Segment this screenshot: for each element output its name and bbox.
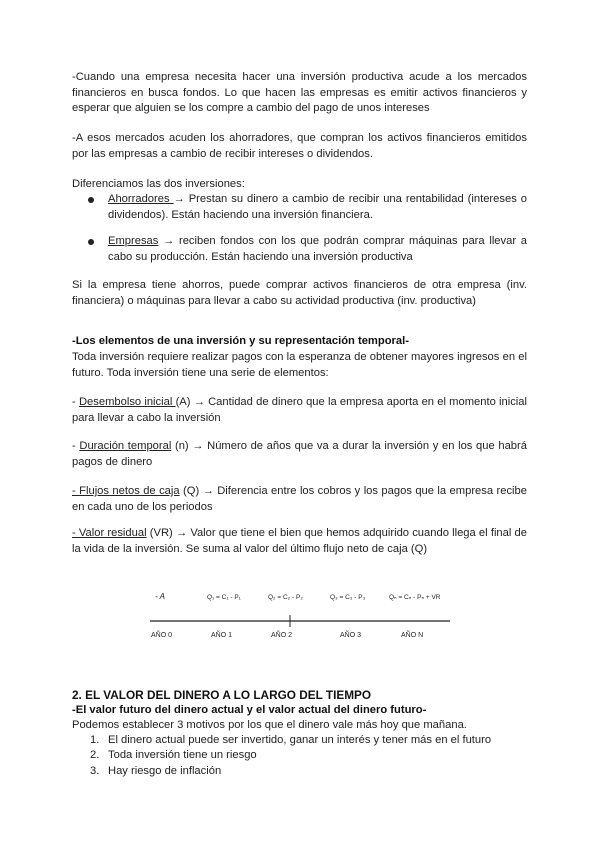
- timeline-diagram: [140, 585, 460, 645]
- element-desembolso-inicial: [72, 395, 527, 426]
- paragraph-ahorros: Si la empresa tiene ahorros, puede comprar activos financieros de otra empresa (inv. financiera) o máquinas para llevar a cabo su actividad productiva (inv. productiva): [72, 279, 527, 307]
- bullet-item-empresas: [108, 234, 527, 265]
- element-term: - Valor residual: [72, 527, 147, 539]
- intro-paragraph-1: -Cuando una empresa necesita hacer una inversión productiva acude a los mercados financieros en busca fondos. Lo que hacen las empresas es emitir activos financieros y esperar que alguien se los compre a cambio del pago de unos intereses: [72, 71, 527, 114]
- timeline-year-label: AÑO 0: [151, 632, 173, 639]
- section-heading-valor-dinero: 2. EL VALOR DEL DINERO A LO LARGO DEL TIEMPO: [72, 688, 372, 702]
- timeline-year-label: AÑO 2: [271, 632, 293, 639]
- section-heading-elementos: -Los elementos de una inversión y su representación temporal-: [72, 335, 409, 347]
- element-duracion-temporal: [72, 439, 527, 470]
- bullet-item-ahorradores: [108, 192, 527, 223]
- bullet-text: → Prestan su dinero a cambio de recibir una rentabilidad (intereses o dividendos). Están haciendo una inversión financiera.: [108, 193, 527, 221]
- list-item: Hay riesgo de inflación: [108, 765, 222, 777]
- timeline-year-label: AÑO N: [401, 632, 424, 639]
- bullet-dot: [88, 197, 94, 203]
- list-number: 1.: [90, 734, 100, 746]
- timeline-year-label: AÑO 1: [211, 632, 233, 639]
- intro-paragraph-3: Diferenciamos las dos inversiones:: [72, 178, 245, 190]
- element-text: (n) → Número de años que va a durar la inversión y en los que habrá pagos de dinero: [72, 440, 527, 468]
- section-subheading-valor: -El valor futuro del dinero actual y el valor actual del dinero futuro-: [72, 704, 427, 716]
- element-term: Duración temporal: [79, 440, 172, 452]
- list-item: El dinero actual puede ser invertido, ganar un interés y tener más en el futuro: [108, 734, 492, 746]
- section-intro-elementos: Toda inversión requiere realizar pagos con la esperanza de obtener mayores ingresos en el futuro. Toda inversión tiene una serie de elementos:: [72, 351, 527, 379]
- timeline-top-label: Q₂ = C₂ - P₂: [268, 594, 303, 601]
- element-valor-residual: [72, 526, 527, 557]
- timeline-top-label: - A: [155, 592, 165, 601]
- timeline-top-label: Q₃ = C₃ - P₃: [330, 594, 366, 601]
- bullet-dot: [88, 239, 94, 245]
- timeline-top-label: Q₁ = C₁ - P₁: [207, 594, 241, 601]
- element-term: - Flujos netos de caja: [72, 485, 180, 497]
- section-intro-motivos: Podemos establecer 3 motivos por los que el dinero vale más hoy que mañana.: [72, 719, 467, 731]
- element-text: (VR) → Valor que tiene el bien que hemos adquirido cuando llega el final de la vida de la inversión. Se suma al valor del último flujo neto de caja (Q): [72, 527, 527, 555]
- element-prefix: -: [72, 440, 80, 452]
- element-flujos-netos: [72, 484, 527, 515]
- list-number: 2.: [90, 749, 100, 761]
- list-number: 3.: [90, 765, 100, 777]
- element-text: (Q) → Diferencia entre los cobros y los pagos que la empresa recibe en cada uno de los periodos: [72, 485, 527, 513]
- element-prefix: -: [72, 396, 79, 408]
- bullet-term: Ahorradores: [108, 193, 174, 205]
- timeline-year-label: AÑO 3: [340, 632, 362, 639]
- timeline-top-label: Qₙ = Cₙ - Pₙ + VR: [389, 594, 441, 601]
- list-item: Toda inversión tiene un riesgo: [108, 749, 257, 761]
- element-text: (A) → Cantidad de dinero que la empresa aporta en el momento inicial para llevar a cabo la inversión: [72, 396, 527, 424]
- element-term: Desembolso inicial: [78, 396, 176, 408]
- bullet-text: → reciben fondos con los que podrán comprar máquinas para llevar a cabo su producción. Están haciendo una inversión productiva: [108, 235, 527, 263]
- intro-paragraph-2: -A esos mercados acuden los ahorradores, que compran los activos financieros emitidos por las empresas a cambio de recibir intereses o dividendos.: [72, 132, 527, 160]
- bullet-term: Empresas: [108, 235, 159, 247]
